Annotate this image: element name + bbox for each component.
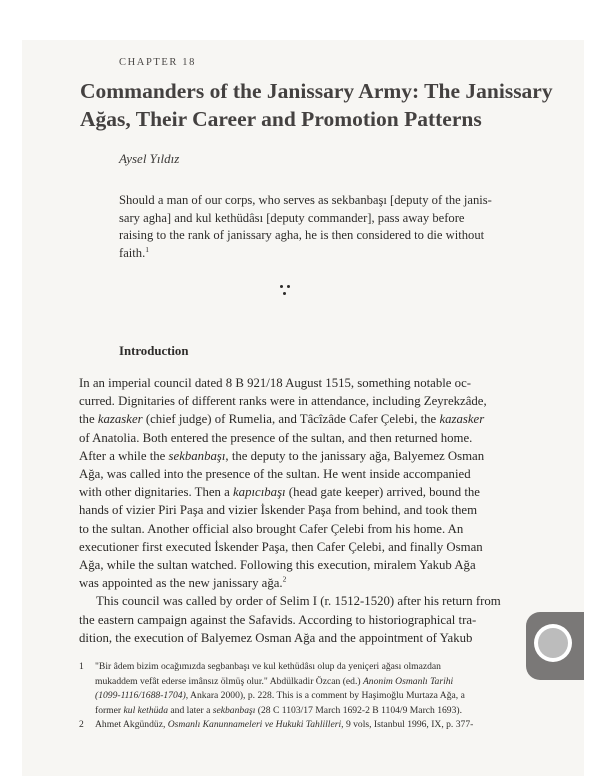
italic-term: kazasker (439, 412, 485, 427)
italic-term: kapıcıbaşı (233, 485, 286, 500)
text-run: , the deputy to the janissary ağa, Balyemez Osman (225, 448, 485, 463)
epigraph-line: Should a man of our corps, who serves as sekbanbaşı [deputy of the janis- (119, 193, 492, 207)
italic-term: kazasker (97, 412, 143, 427)
footnotes (79, 660, 519, 733)
body-line: This council was called by order of Selim I (r. 1512-1520) after his return from (96, 594, 501, 609)
text-run: former (95, 704, 124, 716)
floating-menu-button[interactable] (526, 612, 584, 680)
footnote-1-line (79, 660, 519, 675)
italic-term: Anonim Osmanlı Tarihi (362, 675, 454, 687)
text-run: , 9 vols, Istanbul 1996, IX, p. 377- (341, 719, 474, 731)
body-line (79, 447, 519, 465)
text-run: (28 C 1103/17 March 1692-2 B 1104/9 March 1693). (255, 704, 462, 716)
footnote-number: 2 (79, 719, 84, 731)
section-heading: Introduction (119, 344, 189, 358)
epigraph (119, 192, 519, 262)
body-line: executioner first executed İskender Paşa, then Cafer Çelebi, and finally Osman (79, 539, 483, 554)
footnote-ref-1[interactable]: 1 (145, 244, 149, 254)
text-run: , Ankara 2000), p. 228. This is a comment by Haşimoğlu Murtaza Ağa, a (185, 690, 465, 702)
author-name: Aysel Yıldız (119, 151, 180, 166)
body-line: hands of vizier Piri Paşa and vizier İskender Paşa from behind, and took them (79, 503, 478, 518)
chapter-title-line-2: Ağas, Their Career and Promotion Patterns (80, 107, 482, 131)
text-run: (chief judge) of Rumelia, and Tâcîzâde Cafer Çelebi, the (142, 412, 440, 427)
footnote-1-line (79, 675, 519, 690)
footnote-ref-2[interactable]: 2 (282, 574, 287, 584)
epigraph-line: raising to the rank of janissary agha, he is then considered to die without (119, 228, 485, 242)
chapter-title (80, 77, 553, 133)
footnote-1-line (79, 704, 519, 719)
body-line (79, 483, 519, 501)
body-line (79, 410, 519, 428)
body-line: the eastern campaign against the Safavids. According to historiographical tra- (79, 612, 477, 627)
footnote-number: 1 (79, 661, 84, 672)
text-run: with other dignitaries. Then a (79, 485, 233, 500)
text-run: "Bir âdem bizim ocağımızda segbanbaşı ve kul kethüdâsı olup da yeniçeri ağası olmazdan (95, 661, 441, 672)
body-line: In an imperial council dated 8 B 921/18 August 1515, something notable oc- (79, 376, 472, 390)
text-run: the (79, 412, 98, 427)
body-line: to the sultan. Another official also brought Cafer Çelebi from his home. An (79, 521, 464, 536)
italic-term: kul kethüda (123, 704, 169, 716)
chapter-title-line-1: Commanders of the Janissary Army: The Janissary (80, 79, 553, 103)
footnote-1-line (79, 689, 519, 704)
body-line: Ağa, while the sultan watched. Following this execution, miralem Yakub Ağa (79, 558, 476, 573)
text-run: was appointed as the new janissary ağa. (79, 576, 283, 591)
text-run: Ahmet Akgündüz, (95, 719, 168, 731)
body-line: curred. Dignitaries of different ranks were in attendance, including Zeyrekzâde, (79, 394, 487, 409)
italic-term: sekbanbaşı (168, 448, 226, 463)
epigraph-line (119, 245, 519, 263)
body-line: of Anatolia. Both entered the presence of the sultan, and then returned home. (79, 430, 473, 445)
italic-term: (1099-1116/1688-1704) (95, 690, 186, 702)
book-page (22, 40, 584, 776)
epigraph-line: sary agha] and kul kethüdâsı [deputy commander], pass away before (119, 210, 465, 225)
circle-icon (534, 624, 572, 662)
footnote-2-line (79, 718, 519, 733)
body-line (79, 574, 519, 592)
body-line: Ağa, was called into the presence of the sultan. He went inside accompanied (79, 467, 471, 482)
epigraph-text: faith. (119, 245, 146, 260)
body-text (79, 374, 519, 647)
text-run: (head gate keeper) arrived, bound the (285, 485, 480, 500)
text-run: and later a (168, 704, 213, 716)
body-line: dition, the execution of Balyemez Osman Ağa and the appointment of Yakub (79, 630, 473, 645)
text-run: mukaddem vefât ederse imânsız ölmüş olur." Abdülkadir Özcan (ed.) (95, 675, 363, 687)
ornament-dots-icon (280, 285, 292, 299)
italic-term: Osmanlı Kanunnameleri ve Hukuki Tahlilleri (167, 719, 342, 731)
italic-term: sekbanbaşı (212, 704, 256, 716)
text-run: After a while the (79, 448, 169, 463)
chapter-label: CHAPTER 18 (119, 57, 196, 68)
